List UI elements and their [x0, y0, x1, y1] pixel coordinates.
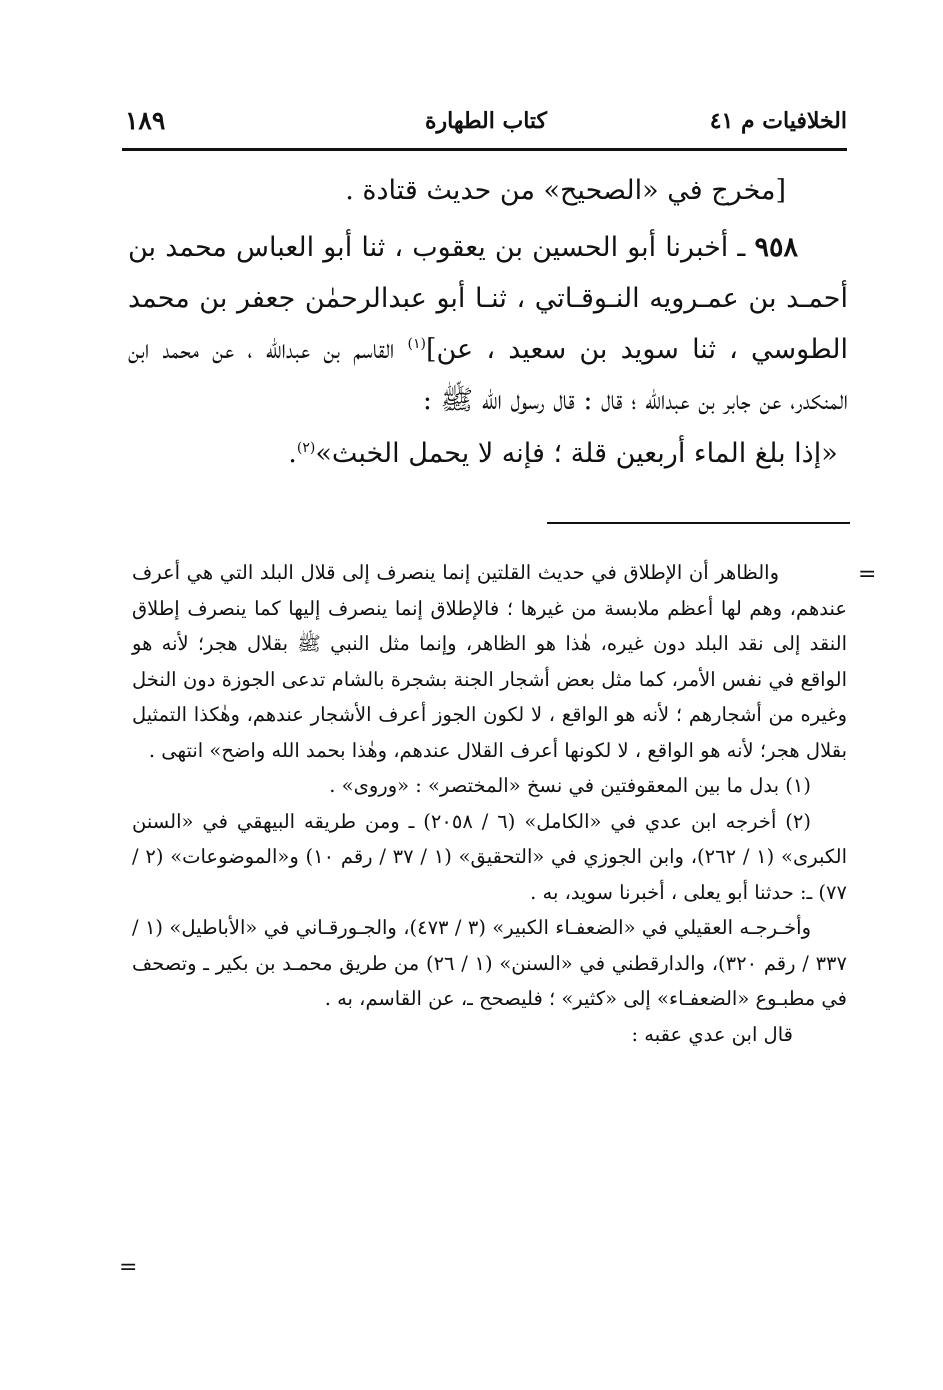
- end-continuation-mark: =: [119, 1255, 138, 1280]
- hadith-quote: «إذا بلغ الماء أربعين قلة ؛ فإنه لا يحمل الخبث»: [315, 438, 838, 469]
- hadith-isnad-continued: القاسم بن عبدالله ، عن محمد ابن المنكدر، عن جابر بن عبدالله ؛ قال : قال رسول الله ﷺ :: [128, 334, 848, 416]
- page-number: ١٨٩: [125, 106, 166, 135]
- header-chapter-title: كتاب الطهارة: [424, 108, 548, 134]
- running-header: [125, 100, 847, 146]
- main-first-line: [مخرج في «الصحيح» من حديث قتادة .: [345, 175, 786, 206]
- hadith-number: ٩٥٨: [754, 232, 798, 263]
- hadith-isnad: ـ أخبرنا أبو الحسين بن يعقوب ، ثنا أبو العباس محمد بن أحمـد بن عمـرويه النـوقـاتي ، ثنـا أبو عبدالرحمٰن جعفر بن محمد الطوسي ، ثنا سويد بن سعيد ، عن]: [128, 232, 849, 365]
- footnote-2-tail: قال ابن عدي عقبه :: [631, 1022, 793, 1046]
- footnote-continuation: والظاهر أن الإطلاق في حديث القلتين إنما ينصرف إلى قلال البلد التي هي أعرف عندهم، وهم لها أعظم ملابسة من غيرها ؛ فالإطلاق إنما ينصرف إليها كما ينصرف إطلاق النقد إلى نقد البلد دون غيره، هٰذا هو الظاهر، وإنما مثل النبي ﷺ بقلال هجر؛ لأنه هو الواقع في نفس الأمر، كما مثل بعض أشجار الجنة بشجرة بالشام تدعى الجوزة دون النخل وغيره من أشجارهم ؛ لأنه هو الواقع ، لا لكون الجوز أعرف الأشجار عندهم، وهٰكذا التمثيل بقلال هجر؛ لأنه هو الواقع ، لا لكونها أعرف القلال عندهم، وهٰذا بحمد الله واضح» انتهى .: [132, 561, 847, 762]
- hadith-paragraph: [128, 222, 848, 426]
- footnote-1: (١) بدل ما بين المعقوفتين في نسخ «المختصر» : «وروى» .: [329, 774, 811, 797]
- quote-end: .: [288, 438, 297, 469]
- hadith-matn: [128, 428, 848, 479]
- main-text: [128, 165, 848, 479]
- footnotes: [132, 555, 847, 1052]
- footnote-ref-2[interactable]: (٢): [296, 440, 316, 456]
- header-book-part: الخلافيات م ٤١: [709, 108, 847, 134]
- footnote-2-more: وأخـرجـه العقيلي في «الضعفـاء الكبير» (٣ / ٤٧٣)، والجـورقـاني في «الأباطيل» (١ / ٣٣٧ / رقم ٣٢٠)، والدارقطني في «السنن» (١ / ٢٦) من طريق محمـد بن بكير ـ وتصحف في مطبـوع «الضعفـاء» إلى «كثير» ؛ فليصحح ـ، عن القاسم، به .: [132, 916, 847, 1010]
- footnote-divider: [547, 522, 850, 524]
- header-rule: [122, 148, 847, 151]
- continuation-mark: =: [858, 562, 877, 587]
- footnote-2: (٢) أخرجه ابن عدي في «الكامل» (٦ / ٢٠٥٨) ـ ومن طريقه البيهقي في «السنن الكبرى» (١ / ٢٦٢)، وابن الجوزي في «التحقيق» (١ / ٣٧ / رقم ١٠) و«الموضوعات» (٢ / ٧٧) ـ: حدثنا أبو يعلى ، أخبرنا سويد، به .: [132, 809, 847, 904]
- footnote-ref-1[interactable]: (١): [407, 336, 426, 352]
